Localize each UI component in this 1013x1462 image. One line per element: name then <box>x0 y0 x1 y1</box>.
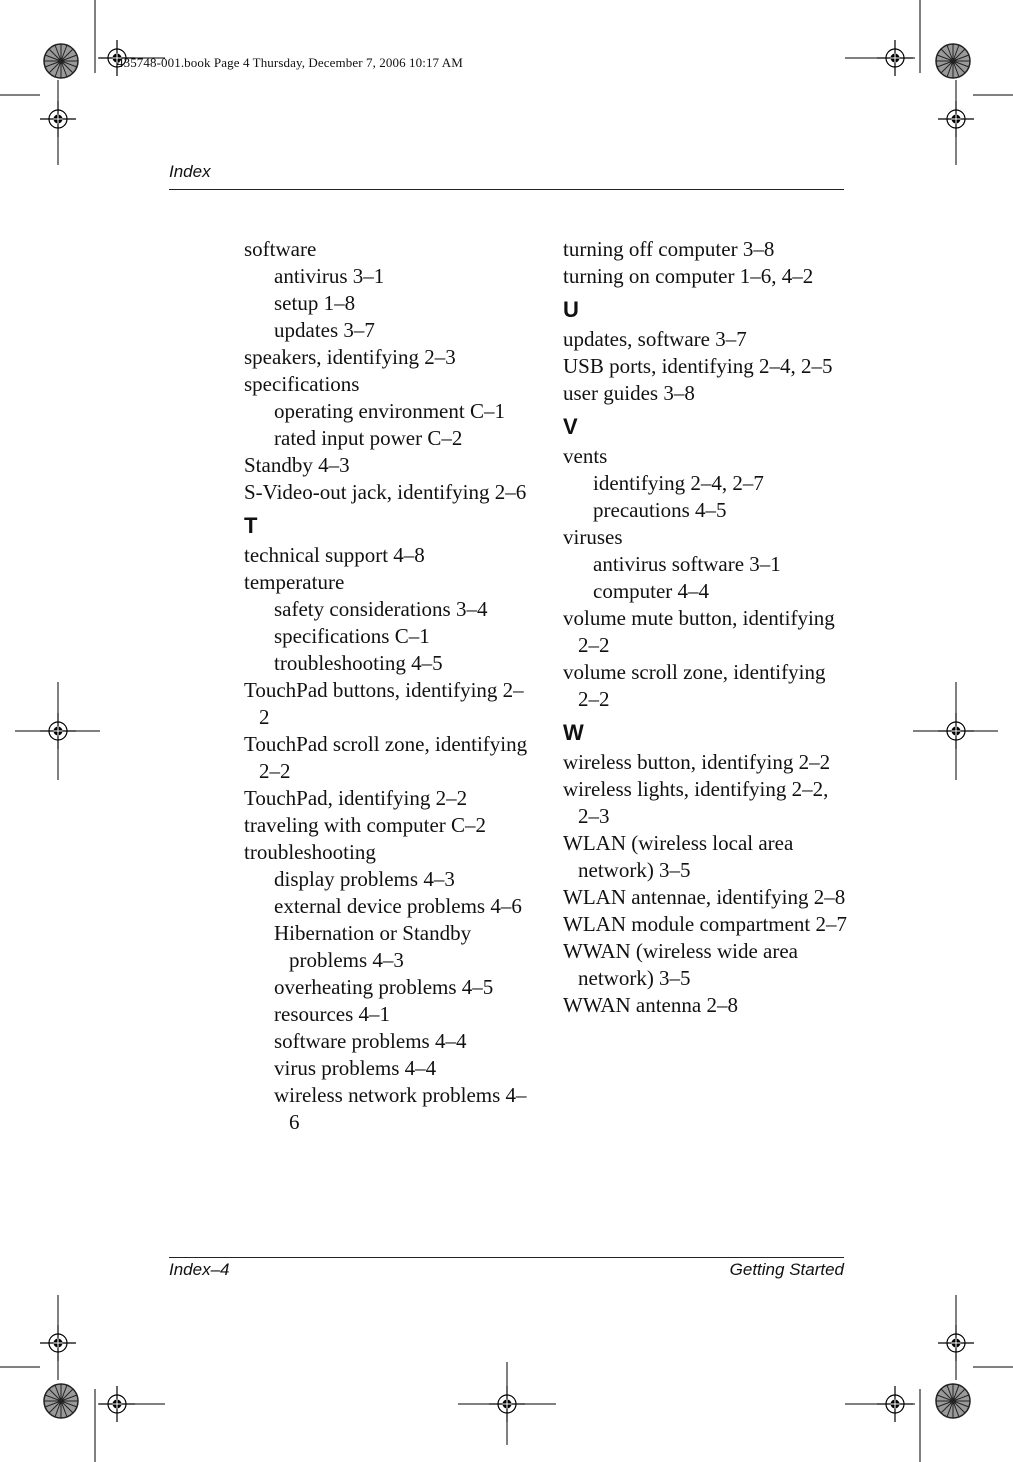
book-title: Getting Started <box>729 1260 844 1279</box>
file-slug: 435748-001.book Page 4 Thursday, December 7, 2006 10:17 AM <box>117 55 463 70</box>
index-subentry: virus problems 4–4 <box>274 1056 437 1080</box>
index-subentry: antivirus software 3–1 <box>593 552 781 576</box>
index-column-right <box>563 236 848 1019</box>
index-subentry: computer 4–4 <box>593 579 710 603</box>
index-letter-heading: W <box>563 720 584 745</box>
index-entry: technical support 4–8 <box>244 543 425 567</box>
index-entry: speakers, identifying 2–3 <box>244 345 456 369</box>
index-subentry: external device problems 4–6 <box>274 894 522 918</box>
index-entry: Standby 4–3 <box>244 453 350 477</box>
index-entry: TouchPad, identifying 2–2 <box>244 786 468 810</box>
index-entry: wireless lights, identifying 2–2, 2–3 <box>563 777 829 828</box>
index-entry: viruses <box>563 525 623 549</box>
index-entry: turning off computer 3–8 <box>563 237 775 261</box>
index-subentry: antivirus 3–1 <box>274 264 385 288</box>
index-entry: traveling with computer C–2 <box>244 813 487 837</box>
index-entry: troubleshooting <box>244 840 376 864</box>
index-entry: user guides 3–8 <box>563 381 695 405</box>
index-entry: specifications <box>244 372 360 396</box>
index-letter-heading: V <box>563 414 578 439</box>
index-entry: TouchPad scroll zone, identifying 2–2 <box>244 732 528 783</box>
index-entry: turning on computer 1–6, 4–2 <box>563 264 814 288</box>
index-entry: WWAN antenna 2–8 <box>563 993 738 1017</box>
index-entry: WLAN module compartment 2–7 <box>563 912 848 936</box>
index-subentry: software problems 4–4 <box>274 1029 467 1053</box>
index-subentry: updates 3–7 <box>274 318 375 342</box>
index-entry: WWAN (wireless wide area network) 3–5 <box>563 939 798 990</box>
index-entry: volume scroll zone, identifying 2–2 <box>563 660 826 711</box>
header-rule <box>169 189 844 190</box>
index-letter-heading: U <box>563 297 579 322</box>
index-entry: temperature <box>244 570 345 594</box>
index-entry: wireless button, identifying 2–2 <box>563 750 831 774</box>
index-subentry: resources 4–1 <box>274 1002 391 1026</box>
index-column-left <box>244 236 534 1136</box>
index-subentry: Hibernation or Standby problems 4–3 <box>274 921 472 972</box>
index-subentry: overheating problems 4–5 <box>274 975 494 999</box>
index-subentry: safety considerations 3–4 <box>274 597 488 621</box>
index-subentry: specifications C–1 <box>274 624 430 648</box>
index-entry: WLAN (wireless local area network) 3–5 <box>563 831 794 882</box>
index-subentry: identifying 2–4, 2–7 <box>593 471 764 495</box>
footer-rule <box>169 1257 844 1258</box>
index-subentry: precautions 4–5 <box>593 498 727 522</box>
index-entry: USB ports, identifying 2–4, 2–5 <box>563 354 833 378</box>
index-entry: WLAN antennae, identifying 2–8 <box>563 885 846 909</box>
index-subentry: rated input power C–2 <box>274 426 463 450</box>
index-entry: TouchPad buttons, identifying 2–2 <box>244 678 524 729</box>
index-entry: software <box>244 237 317 261</box>
index-subentry: operating environment C–1 <box>274 399 505 423</box>
index-entry: S-Video-out jack, identifying 2–6 <box>244 480 527 504</box>
index-entry: vents <box>563 444 608 468</box>
index-letter-heading: T <box>244 513 258 538</box>
index-subentry: setup 1–8 <box>274 291 356 315</box>
index-entry: updates, software 3–7 <box>563 327 747 351</box>
index-entry: volume mute button, identifying 2–2 <box>563 606 835 657</box>
running-head: Index <box>169 162 211 181</box>
index-subentry: display problems 4–3 <box>274 867 455 891</box>
index-subentry: troubleshooting 4–5 <box>274 651 443 675</box>
index-subentry: wireless network problems 4–6 <box>274 1083 527 1134</box>
page-number: Index–4 <box>169 1260 230 1279</box>
